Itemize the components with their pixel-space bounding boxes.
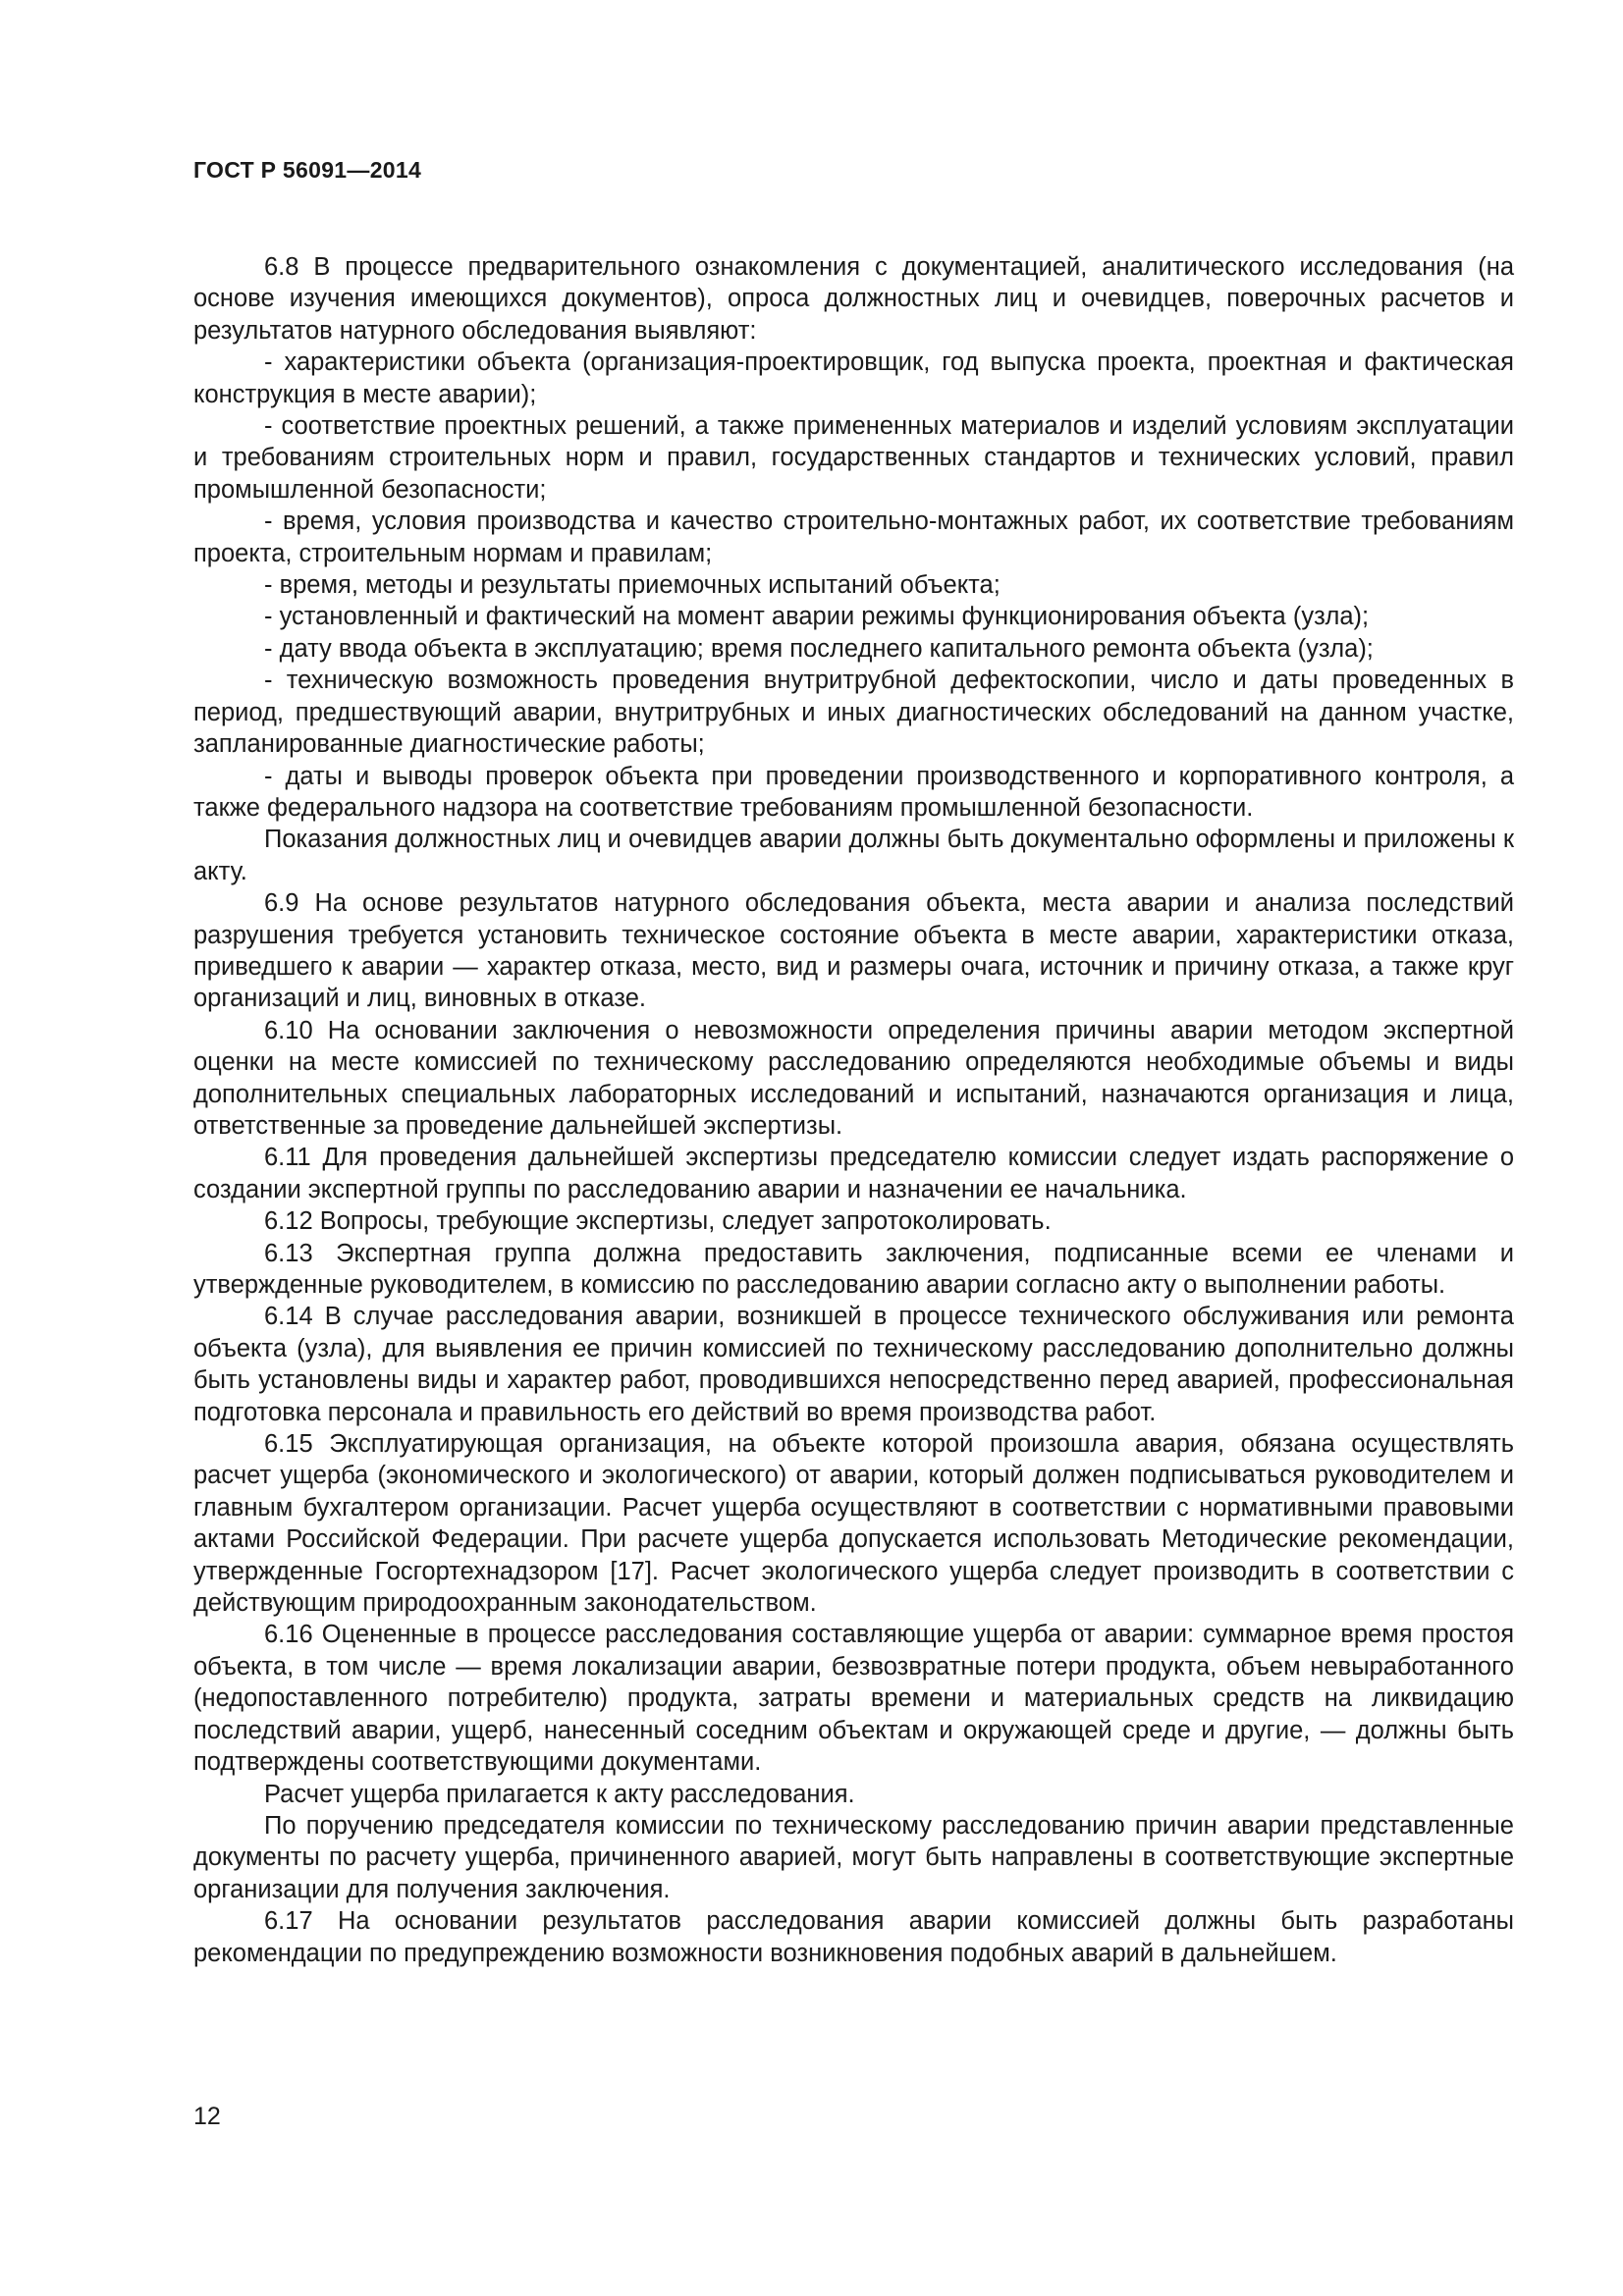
paragraph: По поручению председателя комиссии по техническому расследованию причин аварии представленные документы по расчету ущерба, причиненного аварией, могут быть направлены в соответствующие экспертные организации для получения заключения. (193, 1811, 1514, 1903)
standard-designation: ГОСТ Р 56091—2014 (193, 157, 422, 183)
list-item: - дату ввода объекта в эксплуатацию; время последнего капитального ремонта объекта (узла); (264, 634, 1374, 663)
list-item: - характеристики объекта (организация-проектировщик, год выпуска проекта, проектная и фактическая конструкция в месте аварии); (193, 348, 1514, 408)
list-item: - соответствие проектных решений, а также примененных материалов и изделий условиям эксплуатации и требованиям строительных норм и правил, государственных стандартов и технических условий, правил промышленной безопасности; (193, 412, 1514, 504)
paragraph-6-14: 6.14 В случае расследования аварии, возникшей в процессе технического обслуживания или ремонта объекта (узла), для выявления ее причин комиссией по техническому расследованию дополнительно должны быть установлены виды и характер работ, проводившихся непосредственно перед аварией, профессиональная подготовка персонала и правильность его действий во время производства работ. (193, 1303, 1514, 1426)
paragraph: Показания должностных лиц и очевидцев аварии должны быть документально оформлены и приложены к акту. (193, 826, 1514, 885)
paragraph-6-8: 6.8 В процессе предварительного ознакомления с документацией, аналитического исследования (на основе изучения имеющихся документов), опроса должностных лиц и очевидцев, поверочных расчетов и результатов натурного обследования выявляют: (193, 253, 1514, 345)
list-item: - установленный и фактический на момент аварии режимы функционирования объекта (узла); (264, 603, 1370, 631)
document-body (193, 251, 1514, 1969)
paragraph: Расчет ущерба прилагается к акту расследования. (264, 1780, 855, 1808)
paragraph-6-12: 6.12 Вопросы, требующие экспертизы, следует запротоколировать. (264, 1207, 1052, 1236)
paragraph-6-16: 6.16 Оцененные в процессе расследования составляющие ущерба от аварии: суммарное время простоя объекта, в том числе — время локализации аварии, безвозвратные потери продукта, объем невыработанного (недопоставленного потребителю) продукта, затраты времени и материальных средств на ликвидацию последствий аварии, ущерб, нанесенный соседним объектам и окружающей среде и другие, — должны быть подтверждены соответствующими документами. (193, 1621, 1514, 1777)
paragraph-6-13: 6.13 Экспертная группа должна предоставить заключения, подписанные всеми ее членами и утвержденные руководителем, в комиссию по расследованию аварии согласно акту о выполнении работы. (193, 1239, 1514, 1299)
paragraph-6-11: 6.11 Для проведения дальнейшей экспертизы председателю комиссии следует издать распоряжение о создании экспертной группы по расследованию аварии и назначении ее начальника. (193, 1144, 1514, 1203)
list-item: - время, методы и результаты приемочных испытаний объекта; (264, 571, 1001, 600)
list-item: - время, условия производства и качество строительно-монтажных работ, их соответствие требованиям проекта, строительным нормам и правилам; (193, 507, 1514, 567)
page-number: 12 (193, 2103, 221, 2130)
paragraph-6-17: 6.17 На основании результатов расследования аварии комиссией должны быть разработаны рекомендации по предупреждению возможности возникновения подобных аварий в дальнейшем. (193, 1907, 1514, 1967)
paragraph-6-15: 6.15 Эксплуатирующая организация, на объекте которой произошла авария, обязана осуществлять расчет ущерба (экономического и экологического) от аварии, который должен подписываться руководителем и главным бухгалтером организации. Расчет ущерба осуществляют в соответствии с нормативными правовыми актами Российской Федерации. При расчете ущерба допускается использовать Методические рекомендации, утвержденные Госгортехнадзором [17]. Расчет экологического ущерба следует производить в соответствии с действующим природоохранным законодательством. (193, 1430, 1514, 1618)
list-item: - техническую возможность проведения внутритрубной дефектоскопии, число и даты проведенных в период, предшествующий аварии, внутритрубных и иных диагностических обследований на данном участке, запланированные диагностические работы; (193, 667, 1514, 759)
paragraph-6-10: 6.10 На основании заключения о невозможности определения причины аварии методом экспертной оценки на месте комиссией по техническому расследованию определяются необходимые объемы и виды дополнительных специальных лабораторных исследований и испытаний, назначаются организация и лица, ответственные за проведение дальнейшей экспертизы. (193, 1016, 1514, 1140)
list-item: - даты и выводы проверок объекта при проведении производственного и корпоративного контроля, а также федерального надзора на соответствие требованиям промышленной безопасности. (193, 762, 1514, 822)
paragraph-6-9: 6.9 На основе результатов натурного обследования объекта, места аварии и анализа последствий разрушения требуется установить техническое состояние объекта в месте аварии, характеристики отказа, приведшего к аварии — характер отказа, место, вид и размеры очага, источник и причину отказа, а также круг организаций и лиц, виновных в отказе. (193, 889, 1514, 1013)
